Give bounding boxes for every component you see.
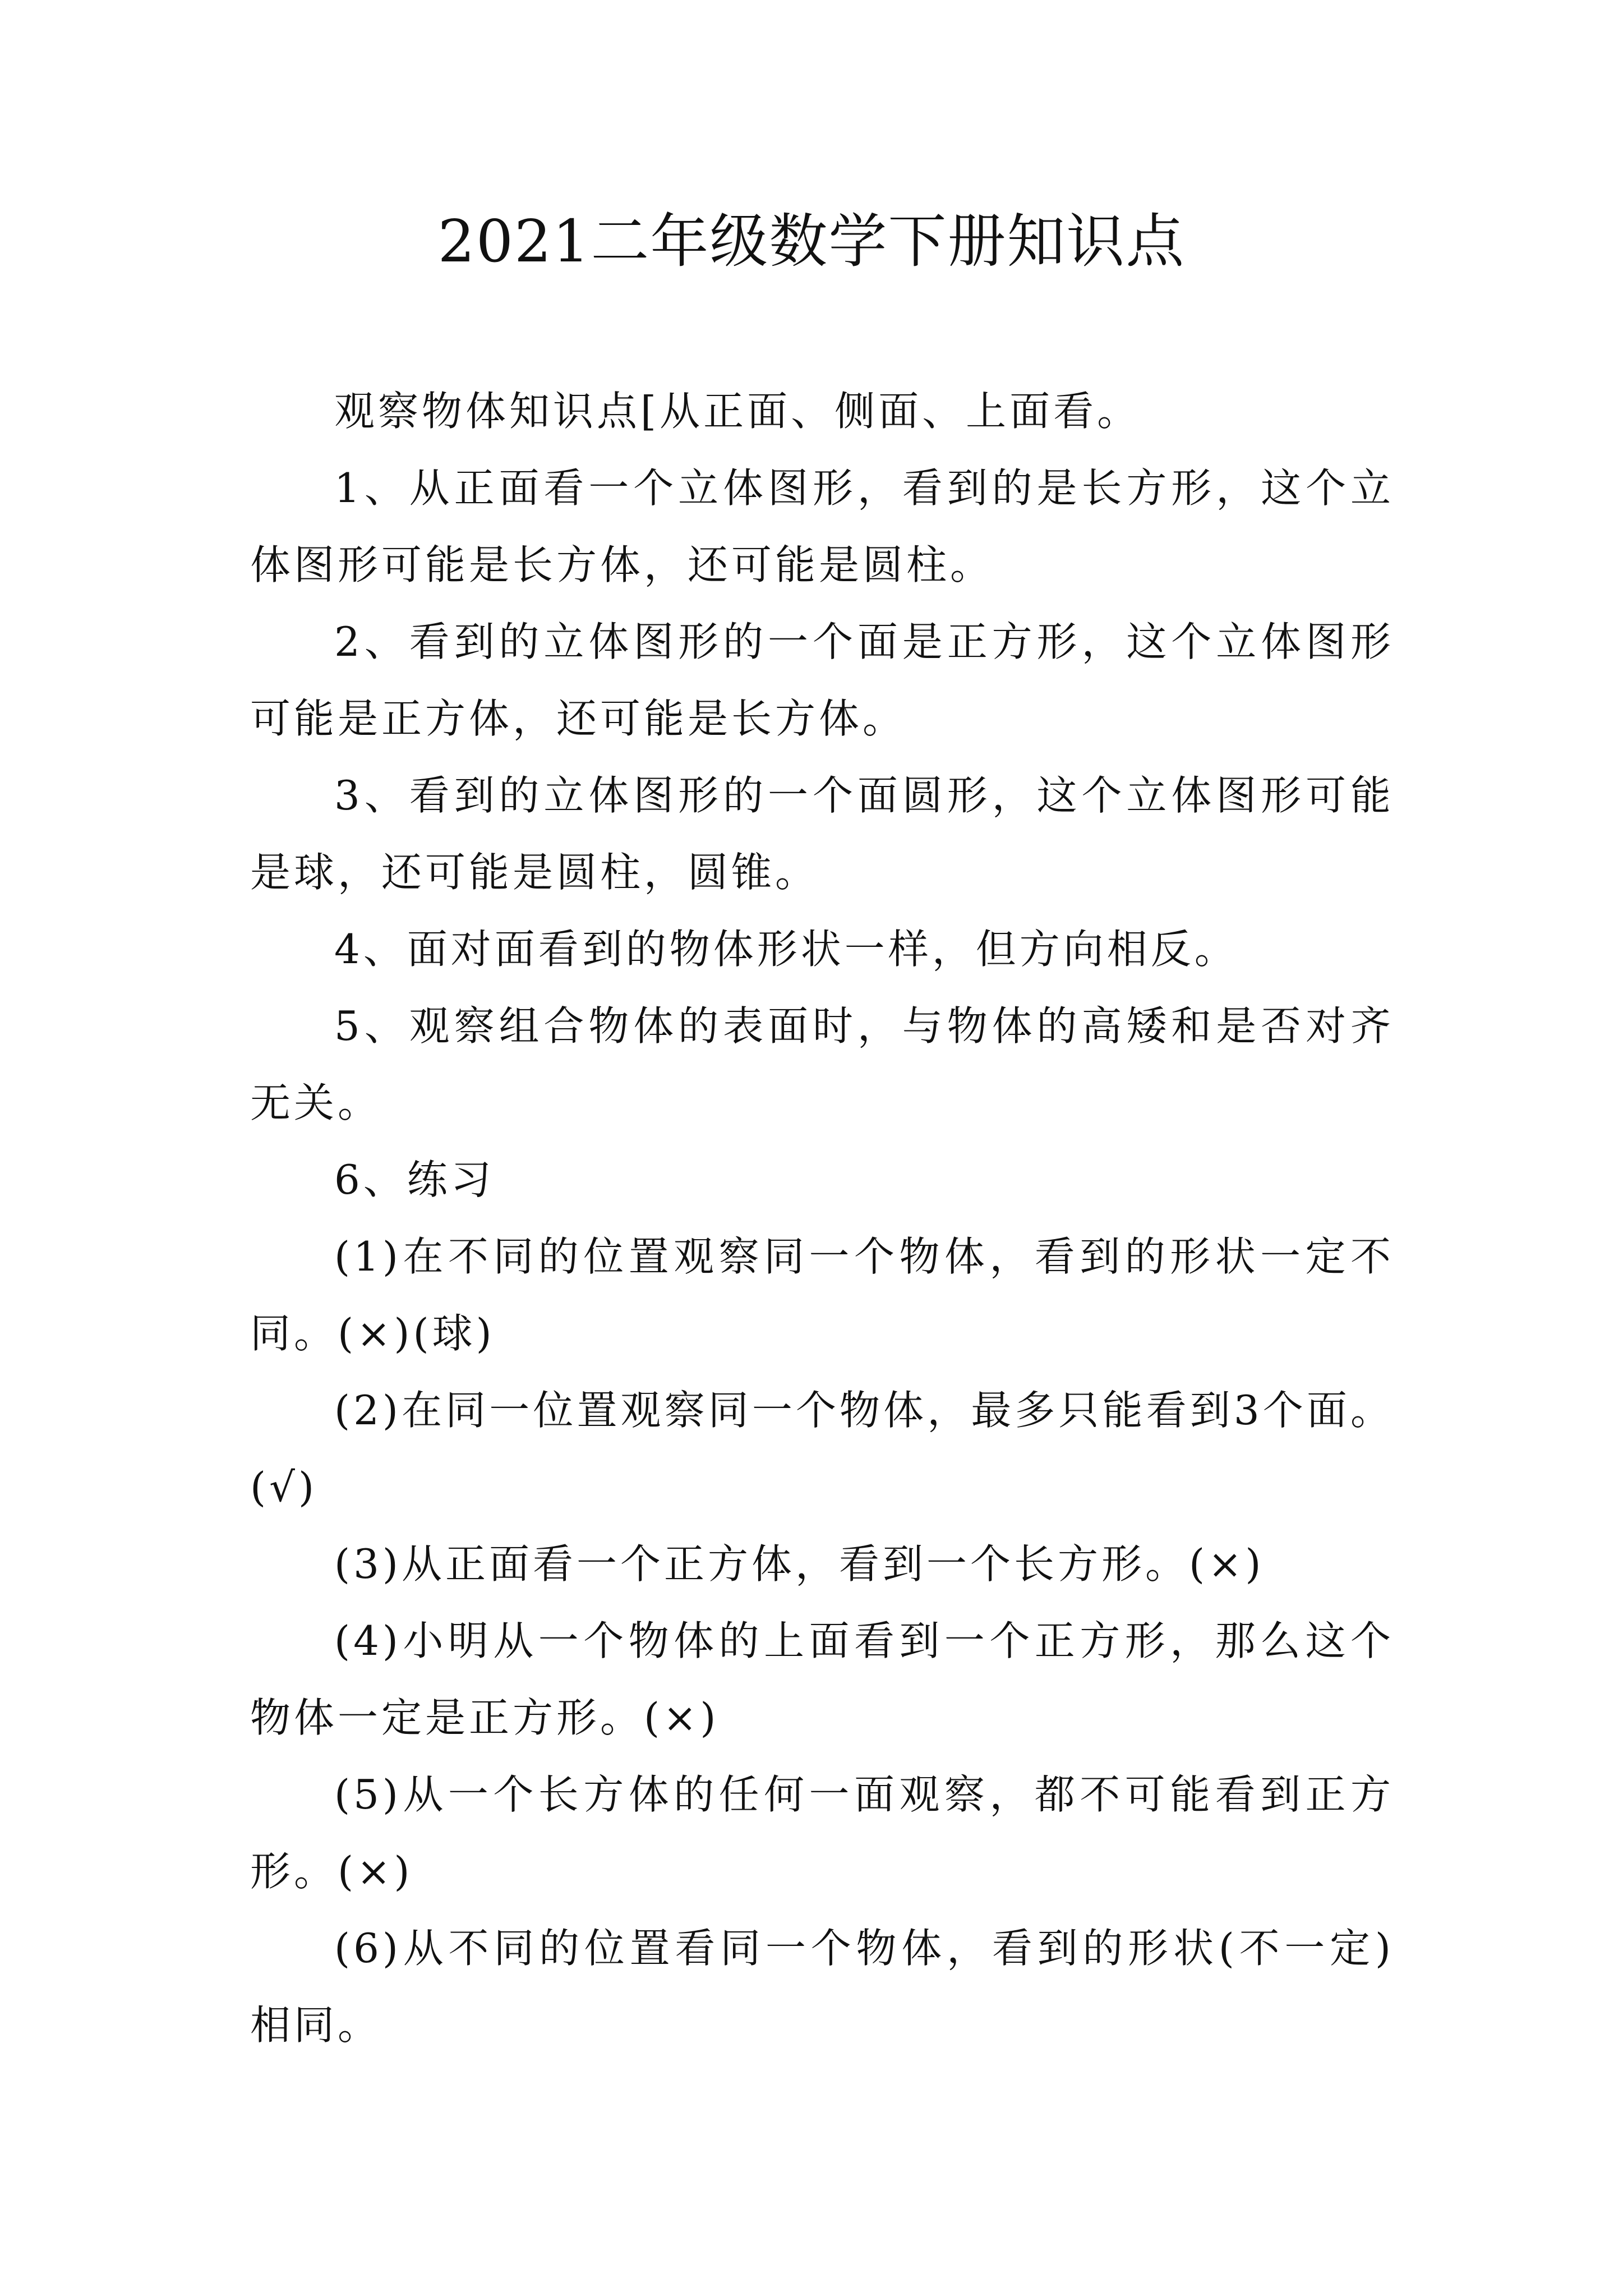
exercise-item-2: (2)在同一位置观察同一个物体，最多只能看到3个面。(√) [250, 1387, 1394, 1511]
exercise-item-5: (5)从一个长方体的任何一面观察，都不可能看到正方形。(×) [250, 1771, 1394, 1895]
document-body [250, 373, 1394, 2064]
paragraph-point-4: 4、面对面看到的物体形状一样，但方向相反。 [334, 926, 1238, 973]
paragraph-exercise-heading: 6、练习 [334, 1156, 495, 1203]
exercise-item-3: (3)从正面看一个正方体，看到一个长方形。(×) [334, 1540, 1265, 1588]
exercise-item-4: (4)小明从一个物体的上面看到一个正方形，那么这个物体一定是正方形。(×) [250, 1617, 1394, 1741]
exercise-item-1: (1)在不同的位置观察同一个物体，看到的形状一定不同。(×)(球) [250, 1233, 1394, 1357]
exercise-item-6: (6)从不同的位置看同一个物体，看到的形状(不一定)相同。 [250, 1925, 1394, 2049]
paragraph-point-5: 5、观察组合物体的表面时，与物体的高矮和是否对齐无关。 [250, 1002, 1394, 1126]
document-title: 2021二年级数学下册知识点 [437, 207, 1186, 275]
paragraph-intro: 观察物体知识点[从正面、侧面、上面看。 [334, 388, 1141, 435]
paragraph-point-3: 3、看到的立体图形的一个面圆形，这个立体图形可能是球，还可能是圆柱，圆锥。 [250, 772, 1394, 896]
paragraph-point-2: 2、看到的立体图形的一个面是正方形，这个立体图形可能是正方体，还可能是长方体。 [250, 618, 1394, 742]
paragraph-point-1: 1、从正面看一个立体图形，看到的是长方形，这个立体图形可能是长方体，还可能是圆柱。 [250, 464, 1394, 588]
